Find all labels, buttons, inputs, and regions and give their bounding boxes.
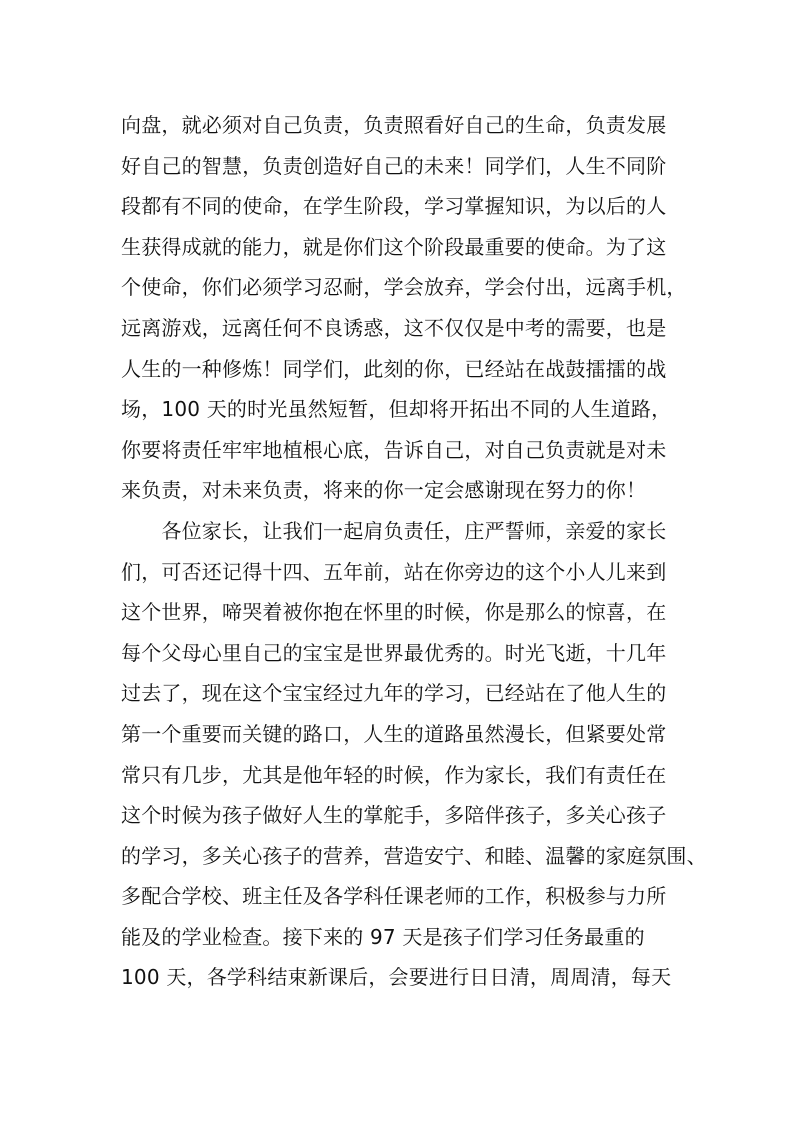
text-line: 向盘，就必须对自己负责，负责照看好自己的生命，负责发展	[121, 113, 667, 137]
text-line: 常只有几步，尤其是他年轻的时候，作为家长，我们有责任在	[121, 762, 667, 787]
text-line: 这个时候为孩子做好人生的掌舵手，多陪伴孩子，多关心孩子	[121, 803, 667, 828]
text-line: 远离游戏，远离任何不良诱惑，这不仅仅是中考的需要，也是	[121, 315, 667, 340]
text-line: 每个父母心里自己的宝宝是世界最优秀的。时光飞逝，十几年	[121, 640, 667, 665]
text-line: 个使命，你们必须学习忍耐，学会放弃，学会付出，远离手机，	[121, 275, 687, 300]
text-line: 们，可否还记得十四、五年前，站在你旁边的这个小人儿来到	[121, 559, 667, 584]
text-line: 能及的学业检查。接下来的 97 天是孩子们学习任务最重的	[121, 924, 645, 949]
text-line: 多配合学校、班主任及各学科任课老师的工作，积极参与力所	[121, 884, 667, 909]
text-line: 来负责，对未来负责，将来的你一定会感谢现在努力的你！	[121, 478, 647, 503]
text-line: 第一个重要而关键的路口，人生的道路虽然漫长，但紧要处常	[121, 721, 667, 746]
text-line: 场，100 天的时光虽然短暂，但却将开拓出不同的人生道路，	[121, 397, 672, 422]
text-line: 这个世界，啼哭着被你抱在怀里的时候，你是那么的惊喜，在	[121, 600, 667, 625]
text-line: 好自己的智慧，负责创造好自己的未来！同学们，人生不同阶	[121, 153, 667, 178]
text-line: 生获得成就的能力，就是你们这个阶段最重要的使命。为了这	[121, 234, 667, 259]
paragraph-start-line: 各位家长，让我们一起肩负责任，庄严誓师，亲爱的家长	[121, 518, 667, 543]
text-line: 的学习，多关心孩子的营养，营造安宁、和睦、温馨的家庭氛围、	[121, 843, 707, 868]
body-text	[121, 105, 707, 998]
text-line: 你要将责任牢牢地植根心底，告诉自己，对自己负责就是对未	[121, 437, 667, 462]
text-line: 段都有不同的使命，在学生阶段，学习掌握知识，为以后的人	[121, 194, 667, 219]
text-line: 过去了，现在这个宝宝经过九年的学习，已经站在了他人生的	[121, 681, 667, 706]
text-line: 100 天，各学科结束新课后，会要进行日日清，周周清，每天	[121, 965, 672, 990]
text-line: 人生的一种修炼！同学们，此刻的你，已经站在战鼓擂擂的战	[121, 356, 667, 381]
